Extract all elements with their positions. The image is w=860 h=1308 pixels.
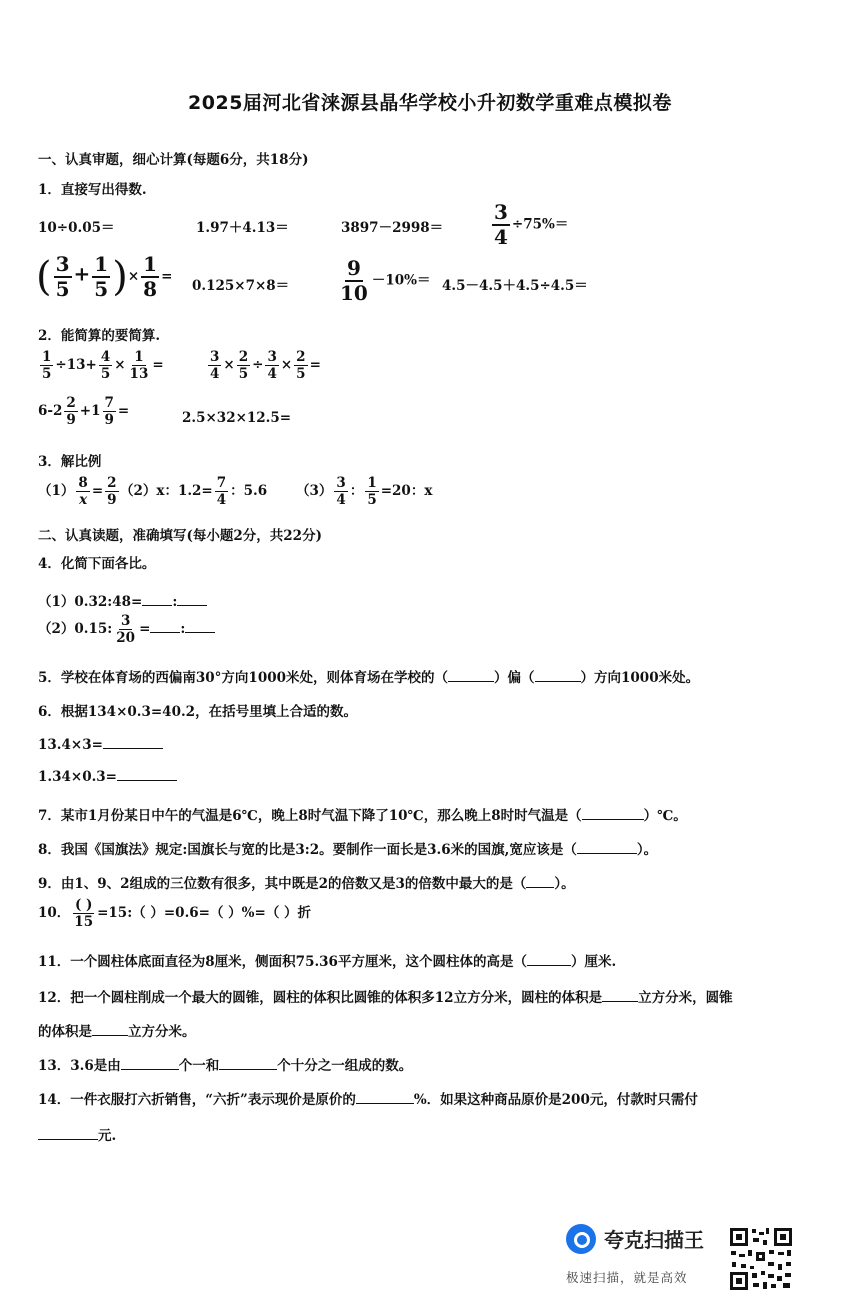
q1-item-1: 10÷0.05＝ [38, 220, 115, 236]
answer-blank[interactable] [219, 1057, 277, 1070]
q2-item-3: 6-2 $\frac{2}{9}$ +1 $\frac{7}{9}$ = [38, 395, 130, 429]
fraction: $\frac{1}{5}$ [94, 252, 109, 301]
answer-blank[interactable] [121, 1057, 179, 1070]
q1-item-2: 1.97＋4.13＝ [196, 220, 289, 236]
answer-blank[interactable] [535, 669, 581, 682]
q3-part-2: （2）x：1.2= $\frac{7}{4}$ ：5.6 [120, 475, 268, 509]
answer-blank[interactable] [527, 953, 571, 966]
answer-blank[interactable] [526, 875, 554, 888]
q2-item-2: $\frac{3}{4}$ × $\frac{2}{5}$ ÷ $\frac{3}{4}$ × $\frac{2}{5}$ = [210, 349, 321, 383]
q1-item-3: 3897－2998＝ [341, 220, 444, 236]
q14-line-1: 14．一件衣服打六折销售，“六折”表示现价是原价的 %．如果这种商品原价是200元，付款时只需付 [38, 1092, 698, 1108]
answer-blank[interactable] [185, 620, 215, 633]
section-1-heading: 一、认真审题，细心计算(每题6分，共18分) [38, 152, 309, 168]
q6-line-2: 1.34×0.3= [38, 768, 177, 785]
answer-blank[interactable] [602, 989, 638, 1002]
fraction: $\frac{3}{4}$ [494, 200, 508, 249]
answer-blank[interactable] [448, 669, 494, 682]
answer-blank[interactable] [117, 768, 177, 781]
answer-blank[interactable] [356, 1091, 414, 1104]
q2-label: 2．能简算的要简算. [38, 328, 161, 344]
q1-item-7: $\frac{9}{10}$ －10%＝ [340, 256, 431, 305]
quark-logo-icon [566, 1224, 596, 1254]
q11: 11．一个圆柱体底面直径为8厘米，侧面积75.36平方厘米，这个圆柱体的高是（ ）厘米. [38, 954, 617, 970]
q1-item-6: 0.125×7×8＝ [192, 278, 290, 294]
page-title: 2025届河北省涞源县晶华学校小升初数学重难点模拟卷 [188, 92, 672, 114]
q7: 7．某市1月份某日中午的气温是6℃，晚上8时气温下降了10℃，那么晚上8时时气温是（ ）℃。 [38, 808, 687, 824]
watermark-name: 夸克扫描王 [604, 1228, 704, 1252]
q4-part-2: （2）0.15: $\frac{3}{20}$ = : [38, 614, 215, 645]
q9: 9．由1、9、2组成的三位数有很多，其中既是2的倍数又是3的倍数中最大的是（ ）。 [38, 876, 575, 892]
q1-item-8: 4.5－4.5＋4.5÷4.5＝ [442, 278, 588, 294]
answer-blank[interactable] [38, 1127, 98, 1140]
q3-label: 3．解比例 [38, 454, 102, 470]
q8: 8．我国《国旗法》规定:国旗长与宽的比是3:2。要制作一面长是3.6米的国旗,宽应该是（ ）。 [38, 842, 658, 858]
q5: 5．学校在体育场的西偏南30°方向1000米处，则体育场在学校的（ ）偏（ ）方向1000米处。 [38, 670, 700, 686]
scanner-watermark [566, 1222, 726, 1292]
answer-blank[interactable] [150, 620, 180, 633]
qr-code-icon [728, 1226, 794, 1292]
answer-blank[interactable] [177, 593, 207, 606]
q2-item-4: 2.5×32×12.5= [182, 410, 292, 426]
q12-line-2: 的体积是 立方分米。 [38, 1024, 196, 1040]
q4-label: 4．化简下面各比。 [38, 556, 156, 572]
fraction: $\frac{9}{10}$ [340, 256, 368, 305]
section-2-heading: 二、认真读题，准确填写(每小题2分，共22分) [38, 528, 322, 544]
q10: 10． $\frac{( )}{15}$ =15:（ ）=0.6=（ ）%=（ ）折 [38, 897, 312, 931]
fraction: $\frac{1}{8}$ [143, 252, 158, 301]
q3-part-3: （3） $\frac{3}{4}$ ： $\frac{1}{5}$ =20：x [296, 475, 433, 509]
q6-line-1: 13.4×3= [38, 736, 163, 753]
q1-item-5: ( $\frac{3}{5}$ + $\frac{1}{5}$ )× $\frac{1}{8}$ = [36, 252, 173, 301]
watermark-slogan: 极速扫描，就是高效 [566, 1270, 688, 1285]
q12-line-1: 12．把一个圆柱削成一个最大的圆锥，圆柱的体积比圆锥的体积多12立方分米，圆柱的体积是 立方分米，圆锥 [38, 990, 733, 1006]
q14-line-2: 元. [38, 1124, 116, 1144]
q13: 13．3.6是由 个一和 个十分之一组成的数。 [38, 1058, 413, 1074]
answer-blank[interactable] [577, 841, 637, 854]
answer-blank[interactable] [92, 1023, 128, 1036]
fraction: $\frac{3}{5}$ [55, 252, 70, 301]
q4-part-1: （1）0.32:48= : [38, 590, 207, 610]
q6-label: 6．根据134×0.3=40.2，在括号里填上合适的数。 [38, 704, 358, 720]
q1-label: 1．直接写出得数. [38, 182, 147, 198]
q3-part-1: （1） $\frac{8}{x}$ = $\frac{2}{9}$ [38, 475, 117, 509]
answer-blank[interactable] [103, 736, 163, 749]
answer-blank[interactable] [142, 593, 172, 606]
answer-blank[interactable] [582, 807, 644, 820]
q1-item-4: $\frac{3}{4}$ ÷75%＝ [494, 200, 569, 249]
q2-item-1: $\frac{1}{5}$ ÷13+ $\frac{4}{5}$ × $\frac{1}{13}$ = [42, 349, 164, 383]
